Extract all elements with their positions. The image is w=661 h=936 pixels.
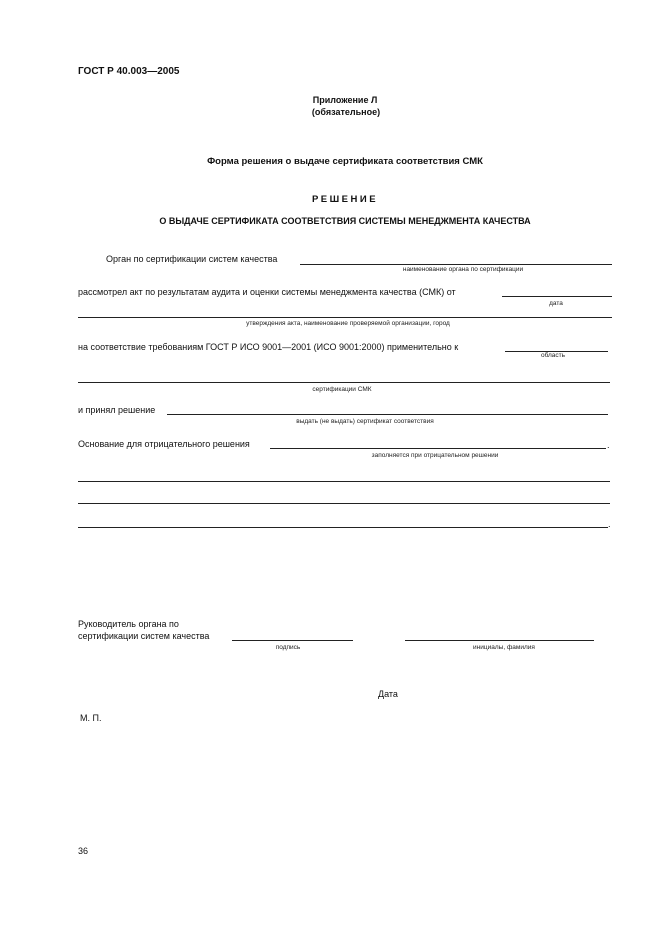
date-caption: дата: [549, 300, 563, 307]
scope-caption: область: [540, 352, 566, 359]
scope-caption-2: сертификации СМК: [312, 386, 372, 393]
decision-label: и принял решение: [78, 405, 156, 415]
decision-field[interactable]: [167, 414, 608, 415]
name-field[interactable]: [405, 640, 594, 641]
approval-caption: утверждения акта, наименование проверяемой организации, город: [246, 320, 450, 327]
annex-status: (обязательное): [311, 107, 381, 117]
organ-label: Орган по сертификации систем качества: [106, 254, 278, 264]
negative-label: Основание для отрицательного решения: [78, 439, 250, 449]
decision-heading: РЕШЕНИЕ: [311, 194, 379, 205]
organ-field[interactable]: [300, 264, 612, 265]
compliance-label: на соответствие требованиям ГОСТ Р ИСО 9001—2001 (ИСО 9001:2000) применительно к: [78, 342, 459, 352]
act-date-field[interactable]: [502, 296, 612, 297]
seal-label: М. П.: [80, 713, 102, 723]
last-line-end: .: [608, 519, 611, 529]
decision-subheading: О ВЫДАЧЕ СЕРТИФИКАТА СООТВЕТСТВИЯ СИСТЕМЫ МЕНЕДЖМЕНТА КАЧЕСТВА: [159, 216, 531, 226]
negative-line-3[interactable]: [78, 503, 610, 504]
scope-field-2[interactable]: [78, 382, 610, 383]
negative-caption: заполняется при отрицательном решении: [371, 452, 499, 459]
negative-end: .: [607, 440, 610, 450]
standard-header: ГОСТ Р 40.003—2005: [78, 66, 180, 77]
annex-title: Приложение Л: [312, 95, 378, 105]
organ-caption: наименование органа по сертификации: [402, 266, 524, 273]
form-title: Форма решения о выдаче сертификата соответствия СМК: [207, 156, 483, 167]
name-caption: инициалы, фамилия: [473, 644, 535, 651]
signature-field[interactable]: [232, 640, 353, 641]
signature-caption: подпись: [275, 644, 301, 651]
decision-caption: выдать (не выдать) сертификат соответствия: [296, 418, 434, 425]
date-label: Дата: [378, 689, 398, 699]
negative-field[interactable]: [270, 448, 606, 449]
negative-line-2[interactable]: [78, 481, 610, 482]
approval-field[interactable]: [78, 317, 612, 318]
role-line-1: Руководитель органа по: [78, 619, 179, 629]
role-line-2: сертификации систем качества: [78, 631, 210, 641]
negative-line-4[interactable]: [78, 527, 608, 528]
page-number: 36: [78, 846, 89, 856]
reviewed-label: рассмотрел акт по результатам аудита и оценки системы менеджмента качества (СМК) от: [78, 287, 456, 297]
